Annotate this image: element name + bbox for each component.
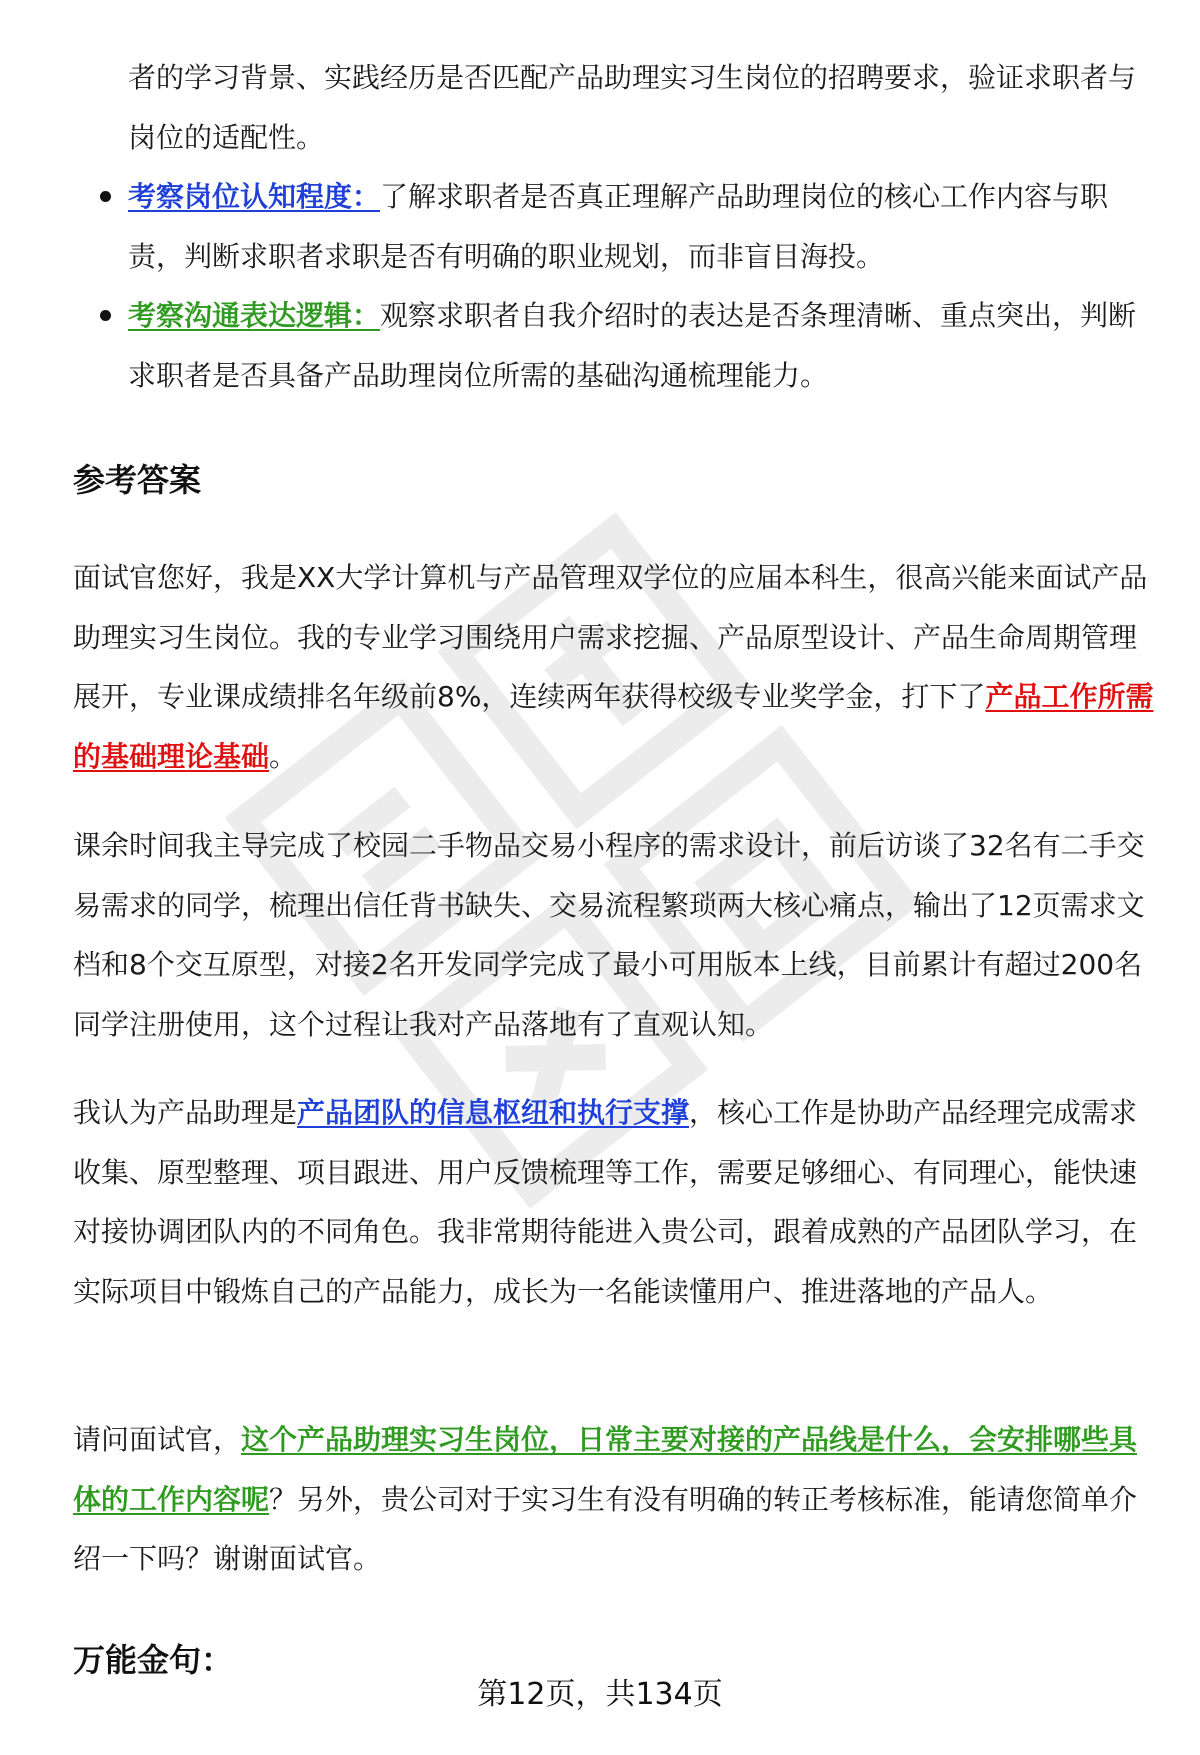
bullet-text: 观察求职者自我介绍时的表达是否条理清晰、重点突出，判断求职者是否具备产品助理岗位所需的基础沟通梳理能力。: [128, 299, 1137, 392]
paragraph-end: 。: [269, 739, 298, 773]
highlight-green: 这个产品助理实习生岗位，日常主要对接的产品线是什么，会安排哪些具体的工作内容呢: [73, 1423, 1138, 1516]
highlight-blue: 产品团队的信息枢纽和执行支撑: [297, 1096, 690, 1129]
bullet-item-role-cognition: [128, 167, 1148, 286]
paragraph-text-after: ，核心工作是协助产品经理完成需求收集、原型整理、项目跟进、用户反馈梳理等工作，需要足够细心、有同理心，能快速对接协调团队内的不同角色。我非常期待能进入贵公司，跟着成熟的产品团队学习，在实际项目中锻炼自己的产品能力，成长为一名能读懂用户、推进落地的产品人。: [73, 1096, 1138, 1308]
paragraph-text: 课余时间我主导完成了校园二手物品交易小程序的需求设计，前后访谈了32名有二手交易需求的同学，梳理出信任背书缺失、交易流程繁琐两大核心痛点，输出了12页需求文档和8个交互原型，对接2名开发同学完成了最小可用版本上线，目前累计有超过200名同学注册使用，这个过程让我对产品落地有了直观认知。: [73, 829, 1145, 1041]
paragraph-text: 面试官您好，我是XX大学计算机与产品管理双学位的应届本科生，很高兴能来面试产品助理实习生岗位。我的专业学习围绕用户需求挖掘、产品原型设计、产品生命周期管理展开，专业课成绩排名年级前8%，连续两年获得校级专业奖学金，打下了: [73, 561, 1148, 713]
bullet-dot-icon: [100, 191, 111, 202]
paragraph-text: 请问面试官，: [73, 1423, 242, 1456]
page-number: 第12页，共134页: [477, 1677, 723, 1712]
answer-paragraph-intro: [73, 548, 1158, 786]
answer-paragraph-project: [73, 816, 1158, 1054]
paragraph-text-after: ？另外，贵公司对于实习生有没有明确的转正考核标准，能请您简单介绍一下吗？谢谢面试官。: [73, 1482, 1138, 1575]
bullet-continuation: 者的学习背景、实践经历是否匹配产品助理实习生岗位的招聘要求，验证求职者与岗位的适配性。: [128, 61, 1137, 154]
answer-paragraph-role-understanding: [73, 1083, 1158, 1321]
bullet-item-communication: [128, 286, 1148, 405]
bullet-dot-icon: [100, 310, 111, 321]
section-title-reference-answer: 参考答案: [73, 461, 202, 499]
highlight-red: 产品工作所需的基础理论基础: [73, 680, 1154, 773]
bullet-keyword: 考察岗位认知程度：: [128, 180, 381, 213]
bullet-keyword: 考察沟通表达逻辑：: [128, 299, 381, 332]
bullet-list: [0, 48, 1200, 405]
bullet-text: 了解求职者是否真正理解产品助理岗位的核心工作内容与职责，判断求职者求职是否有明确的职业规划，而非盲目海投。: [128, 180, 1109, 273]
section-title-golden-phrases: 万能金句：: [73, 1641, 234, 1679]
answer-paragraph-question: [73, 1410, 1158, 1589]
paragraph-text: 我认为产品助理是: [73, 1096, 298, 1129]
